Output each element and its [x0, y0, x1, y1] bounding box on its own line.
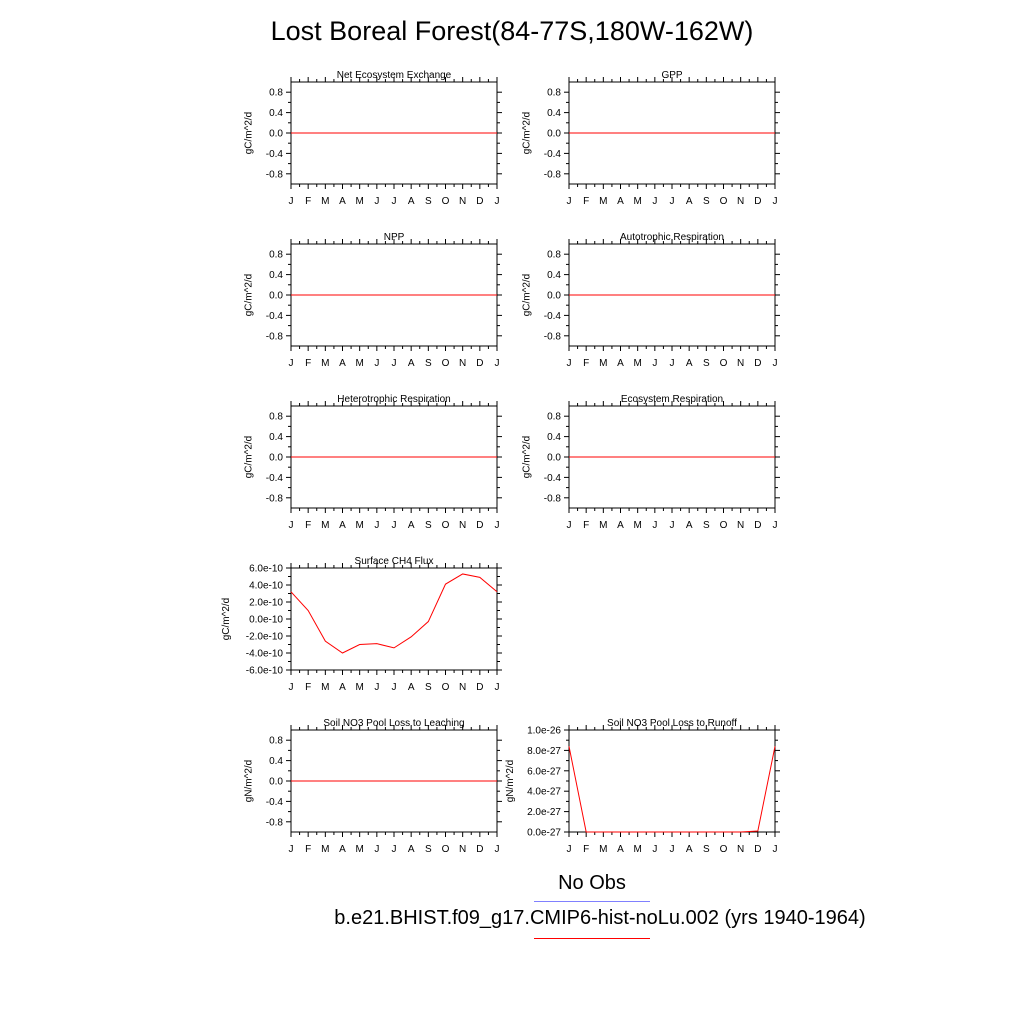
y-tick-label: -0.8: [543, 169, 561, 181]
y-tick-label: -0.8: [265, 331, 283, 343]
x-tick-label: D: [476, 844, 484, 855]
x-tick-label: M: [355, 196, 364, 207]
x-tick-label: A: [617, 844, 624, 855]
y-tick-label: 0.0: [269, 290, 283, 302]
x-tick-label: J: [669, 196, 675, 207]
x-tick-label: F: [305, 682, 312, 693]
x-tick-label: M: [599, 844, 608, 855]
x-tick-label: D: [476, 520, 484, 531]
y-tick-label: -0.8: [265, 169, 283, 181]
x-tick-label: J: [374, 358, 380, 369]
legend-obs-line: [534, 901, 650, 902]
x-tick-label: A: [685, 196, 693, 207]
y-tick-label: -6.0e-10: [245, 665, 283, 677]
x-tick-label: S: [424, 844, 432, 855]
x-tick-label: O: [719, 358, 728, 369]
x-tick-label: F: [305, 196, 312, 207]
x-tick-label: J: [566, 358, 572, 369]
x-tick-label: J: [374, 196, 380, 207]
x-tick-label: S: [424, 682, 432, 693]
chart-panel: [244, 394, 502, 531]
x-tick-label: F: [583, 196, 590, 207]
y-tick-label: -0.8: [265, 493, 283, 505]
x-tick-label: J: [288, 520, 294, 531]
y-tick-label: 6.0e-27: [527, 766, 561, 778]
x-tick-label: J: [288, 844, 294, 855]
y-axis-label: gN/m^2/d: [504, 759, 516, 803]
x-tick-label: D: [754, 520, 762, 531]
x-tick-label: M: [355, 520, 364, 531]
x-tick-label: S: [702, 844, 710, 855]
x-tick-label: A: [339, 682, 346, 693]
y-tick-label: -0.8: [543, 331, 561, 343]
x-tick-label: O: [441, 682, 450, 693]
x-tick-label: F: [305, 358, 312, 369]
x-tick-label: F: [583, 358, 590, 369]
x-tick-label: A: [407, 196, 415, 207]
x-tick-label: N: [459, 520, 467, 531]
x-tick-label: M: [355, 682, 364, 693]
x-tick-label: J: [772, 520, 778, 531]
x-tick-label: O: [441, 358, 450, 369]
y-tick-label: 0.0: [547, 128, 561, 140]
y-tick-label: 0.4: [269, 432, 283, 444]
x-tick-label: A: [407, 358, 415, 369]
legend-model-line: [534, 938, 650, 939]
y-tick-label: -4.0e-10: [245, 648, 283, 660]
panel-title: NPP: [383, 232, 405, 243]
y-tick-label: -0.8: [543, 493, 561, 505]
y-tick-label: 2.0e-27: [527, 807, 561, 819]
legend-model-label: b.e21.BHIST.f09_g17.CMIP6-hist-noLu.002 (yrs 1940-1964): [334, 907, 866, 929]
chart-panel: [522, 394, 780, 531]
x-tick-label: J: [391, 520, 397, 531]
x-tick-label: O: [719, 520, 728, 531]
x-tick-label: A: [617, 196, 624, 207]
y-tick-label: -0.4: [543, 148, 561, 160]
y-tick-label: 0.0: [269, 776, 283, 788]
y-axis-label: gC/m^2/d: [521, 273, 533, 317]
x-tick-label: S: [424, 196, 432, 207]
y-tick-label: 0.0e-10: [249, 614, 283, 626]
y-tick-label: 0.4: [269, 108, 283, 120]
series-line: [291, 574, 497, 653]
x-tick-label: M: [321, 844, 330, 855]
x-tick-label: A: [339, 844, 346, 855]
x-tick-label: M: [321, 358, 330, 369]
x-tick-label: M: [321, 682, 330, 693]
x-tick-label: J: [288, 682, 294, 693]
x-tick-label: M: [321, 520, 330, 531]
x-tick-label: J: [669, 844, 675, 855]
y-tick-label: -2.0e-10: [245, 631, 283, 643]
x-tick-label: J: [669, 520, 675, 531]
x-tick-label: J: [652, 844, 658, 855]
y-tick-label: -0.4: [265, 472, 283, 484]
x-tick-label: S: [702, 358, 710, 369]
y-tick-label: 0.4: [547, 432, 561, 444]
x-tick-label: S: [702, 196, 710, 207]
x-tick-label: A: [407, 682, 415, 693]
x-tick-label: M: [321, 196, 330, 207]
x-tick-label: J: [494, 520, 500, 531]
series-line: [569, 746, 775, 832]
chart-panel: [505, 718, 780, 855]
y-tick-label: 0.4: [547, 108, 561, 120]
x-tick-label: D: [476, 196, 484, 207]
y-tick-label: 8.0e-27: [527, 745, 561, 757]
y-tick-label: 0.8: [269, 411, 283, 423]
x-tick-label: M: [355, 358, 364, 369]
x-tick-label: J: [566, 520, 572, 531]
x-tick-label: J: [391, 682, 397, 693]
y-tick-label: 2.0e-10: [249, 597, 283, 609]
legend-obs-label: No Obs: [558, 872, 626, 894]
x-tick-label: J: [652, 520, 658, 531]
x-tick-label: J: [374, 844, 380, 855]
y-axis-label: gC/m^2/d: [243, 435, 255, 479]
y-tick-label: 4.0e-10: [249, 580, 283, 592]
x-tick-label: O: [719, 844, 728, 855]
x-tick-label: J: [494, 196, 500, 207]
y-tick-label: 0.4: [269, 756, 283, 768]
x-tick-label: F: [305, 844, 312, 855]
x-tick-label: M: [633, 520, 642, 531]
y-tick-label: 0.0: [547, 452, 561, 464]
y-tick-label: 0.0: [547, 290, 561, 302]
y-tick-label: -0.4: [265, 148, 283, 160]
chart-panel: [221, 556, 502, 693]
y-tick-label: 1.0e-26: [527, 725, 561, 737]
x-tick-label: O: [441, 844, 450, 855]
x-tick-label: A: [617, 520, 624, 531]
y-tick-label: 0.8: [269, 87, 283, 99]
x-tick-label: J: [494, 682, 500, 693]
x-tick-label: M: [355, 844, 364, 855]
x-tick-label: A: [407, 844, 415, 855]
plot-frame: [291, 568, 497, 670]
x-tick-label: A: [407, 520, 415, 531]
y-tick-label: 0.8: [269, 735, 283, 747]
x-tick-label: A: [685, 520, 693, 531]
y-tick-label: 0.8: [547, 87, 561, 99]
x-tick-label: J: [669, 358, 675, 369]
x-tick-label: M: [633, 844, 642, 855]
x-tick-label: J: [391, 196, 397, 207]
x-tick-label: J: [772, 358, 778, 369]
x-tick-label: D: [754, 844, 762, 855]
y-axis-label: gC/m^2/d: [521, 111, 533, 155]
x-tick-label: N: [737, 358, 745, 369]
x-tick-label: D: [754, 196, 762, 207]
plot-frame: [569, 730, 775, 832]
x-tick-label: J: [494, 358, 500, 369]
panel-title: Ecosystem Respiration: [620, 394, 724, 405]
x-tick-label: J: [566, 196, 572, 207]
panel-title: Soil NO3 Pool Loss to Leaching: [323, 718, 465, 729]
x-tick-label: M: [599, 520, 608, 531]
x-tick-label: J: [288, 196, 294, 207]
x-tick-label: N: [737, 520, 745, 531]
x-tick-label: D: [476, 682, 484, 693]
y-tick-label: -0.4: [265, 796, 283, 808]
x-tick-label: S: [424, 520, 432, 531]
x-tick-label: A: [339, 196, 346, 207]
x-tick-label: M: [599, 196, 608, 207]
panel-title: Heterotrophic Respiration: [337, 394, 451, 405]
chart-panel: [244, 70, 502, 207]
x-tick-label: N: [459, 844, 467, 855]
x-tick-label: M: [633, 196, 642, 207]
x-tick-label: J: [494, 844, 500, 855]
y-tick-label: -0.4: [543, 472, 561, 484]
y-axis-label: gC/m^2/d: [221, 597, 233, 641]
x-tick-label: S: [702, 520, 710, 531]
x-tick-label: O: [441, 196, 450, 207]
y-tick-label: 0.0e-27: [527, 827, 561, 839]
panel-title: Autotrophic Respiration: [620, 232, 724, 243]
x-tick-label: N: [459, 358, 467, 369]
panel-title: Net Ecosystem Exchange: [336, 70, 452, 81]
x-tick-label: J: [772, 196, 778, 207]
x-tick-label: J: [391, 358, 397, 369]
x-tick-label: N: [737, 196, 745, 207]
panel-title: GPP: [661, 70, 683, 81]
x-tick-label: A: [339, 520, 346, 531]
y-tick-label: -0.4: [265, 310, 283, 322]
y-axis-label: gC/m^2/d: [243, 111, 255, 155]
figure-title: Lost Boreal Forest(84-77S,180W-162W): [270, 16, 754, 46]
panel-title: Surface CH4 Flux: [354, 556, 434, 567]
y-tick-label: 0.4: [547, 270, 561, 282]
x-tick-label: J: [652, 358, 658, 369]
x-tick-label: J: [652, 196, 658, 207]
x-tick-label: J: [374, 682, 380, 693]
chart-panel: [244, 232, 502, 369]
x-tick-label: A: [685, 844, 693, 855]
x-tick-label: J: [391, 844, 397, 855]
y-tick-label: 0.0: [269, 452, 283, 464]
chart-panel: [522, 232, 780, 369]
x-tick-label: F: [305, 520, 312, 531]
x-tick-label: J: [288, 358, 294, 369]
panel-title: Soil NO3 Pool Loss to Runoff: [607, 718, 737, 729]
y-tick-label: 4.0e-27: [527, 786, 561, 798]
x-tick-label: D: [476, 358, 484, 369]
y-axis-label: gN/m^2/d: [243, 759, 255, 803]
x-tick-label: F: [583, 844, 590, 855]
y-tick-label: -0.4: [543, 310, 561, 322]
x-tick-label: N: [737, 844, 745, 855]
x-tick-label: A: [685, 358, 693, 369]
x-tick-label: J: [374, 520, 380, 531]
y-axis-label: gC/m^2/d: [521, 435, 533, 479]
x-tick-label: J: [772, 844, 778, 855]
y-tick-label: 0.4: [269, 270, 283, 282]
y-tick-label: -0.8: [265, 817, 283, 829]
y-tick-label: 0.8: [547, 249, 561, 261]
x-tick-label: N: [459, 196, 467, 207]
x-tick-label: D: [754, 358, 762, 369]
x-tick-label: M: [599, 358, 608, 369]
x-tick-label: F: [583, 520, 590, 531]
x-tick-label: M: [633, 358, 642, 369]
x-tick-label: O: [719, 196, 728, 207]
x-tick-label: A: [339, 358, 346, 369]
x-tick-label: S: [424, 358, 432, 369]
y-tick-label: 0.8: [547, 411, 561, 423]
y-axis-label: gC/m^2/d: [243, 273, 255, 317]
y-tick-label: 0.8: [269, 249, 283, 261]
y-tick-label: 6.0e-10: [249, 563, 283, 575]
chart-panel: [244, 718, 502, 855]
y-tick-label: 0.0: [269, 128, 283, 140]
x-tick-label: J: [566, 844, 572, 855]
x-tick-label: O: [441, 520, 450, 531]
x-tick-label: A: [617, 358, 624, 369]
chart-panel: [522, 70, 780, 207]
x-tick-label: N: [459, 682, 467, 693]
